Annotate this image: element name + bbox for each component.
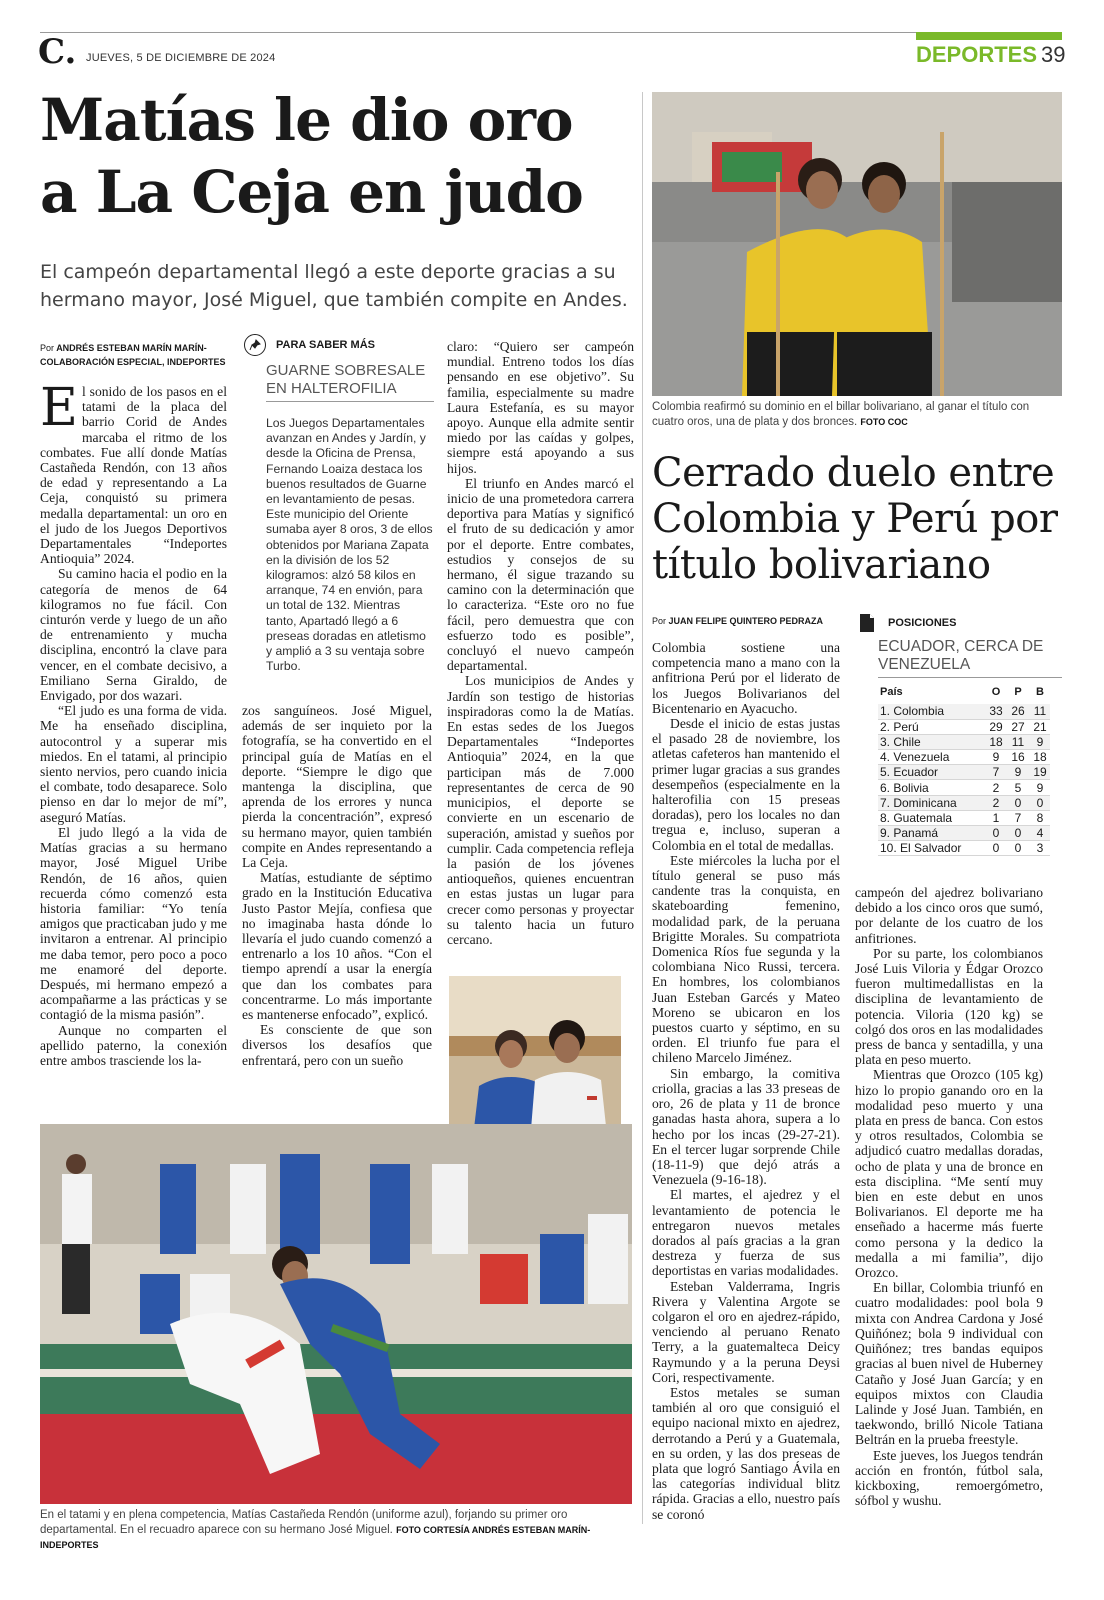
- newspaper-logo: C.: [38, 32, 77, 72]
- bronze-cell: 3: [1028, 841, 1050, 856]
- gold-cell: 0: [984, 826, 1006, 841]
- country-cell: 5. Ecuador: [878, 765, 984, 780]
- col-header-gold: O: [991, 686, 1001, 698]
- silver-cell: 9: [1006, 765, 1028, 780]
- table-row: [878, 810, 1050, 825]
- country-cell: 7. Dominicana: [878, 795, 984, 810]
- article-judo-col2: zos sanguíneos. José Miguel, además de ser inquieto por la fotografía, se ha convertido en el principal guía de Matías en el deporte. “Siempre le digo que mantenga la disciplina, que aprenda de los errores y nunca pierda la concentración”, expresó su hermano mayor, quien también compite en Andes representando a La Ceja. Matías, estudiante de séptimo grado en la Institución Educativa Justo Pastor Mejía, confiesa que no imaginaba hasta dónde lo llevaría el judo cuando comenzó a entrenarlo a los 10 años. “Con el tiempo aprendí a usar la energía que dan los combates para concentrarme. Lo más importante es mantenerse enfocado”, explicó. Es consciente de que son diversos los desafíos que enfrentará, pero con un sueño: [242, 703, 432, 1068]
- silver-cell: 0: [1006, 795, 1028, 810]
- table-row: [878, 704, 1050, 719]
- page-number: 39: [1041, 42, 1066, 67]
- bronze-cell: 21: [1028, 719, 1050, 734]
- table-row: [878, 734, 1050, 749]
- table-row: [878, 841, 1050, 856]
- country-cell: 2. Perú: [878, 719, 984, 734]
- table-row: [878, 765, 1050, 780]
- byline-judo: Por ANDRÉS ESTEBAN MARÍN MARÍN- COLABORACIÓN ESPECIAL, INDEPORTES: [40, 343, 226, 367]
- silver-cell: 26: [1006, 704, 1028, 719]
- deck-judo: El campeón departamental llegó a este deporte gracias a su hermano mayor, José Miguel, que también compite en Andes.: [40, 261, 628, 311]
- bronze-cell: 19: [1028, 765, 1050, 780]
- sidebar-text: Los Juegos Departamentales avanzan en Andes y Jardín, y desde la Oficina de Prensa, Fernando Loaiza destaca los buenos resultados de Guarne en levantamiento de pesas. Este municipio del Oriente sumaba ayer 8 oros, 3 de ellos obtenidos por Mariana Zapata en la división de los 52 kilogramos: alzó 58 kilos en arranque, 74 en envión, para un total de 132. Mientras tanto, Apartadó llegó a 6 preseas doradas en atletismo y amplió a 3 su ventaja sobre Turbo.: [266, 416, 433, 674]
- section-color-bar: [916, 32, 1062, 40]
- caption-judo: En el tatami y en plena competencia, Matías Castañeda Rendón (uniforme azul), forjando su primer oro departamental. En el recuadro aparece con su hermano José Miguel. FOTO CORTESÍA ANDRÉS ESTEBAN MARÍN-INDEPORTES: [40, 1509, 591, 1550]
- bronze-cell: 0: [1028, 795, 1050, 810]
- standings-rule: [878, 677, 1062, 678]
- article-bolivarianos-col1: Colombia sostiene una competencia mano a mano con la anfitriona Perú por el liderato de los Juegos Bolivarianos del Bicentenario en Ayacucho. Desde el inicio de estas justas el pasado 28 de noviembre, los atletas cafeteros han mantenido el primer lugar gracias a sus grandes desempeños (especialmente en la halterofilia con 15 preseas doradas), pero los locales no dan tregua e, incluso, superan a Colombia en el total de medallas. Este miércoles la lucha por el título general se puso más candente tras la conquista, en skateboarding femenino, modalidad park, de la peruana Brigitte Morales. Su compatriota Domenica Ríos fue segunda y la colombiana Nico Russi, tercera. En hombres, los colombianos Juan Esteban Garcés y Mateo Moreno se ubicaron en los puestos cuarto y séptimo, en su orden. El triunfo fue para el chileno Marcelo Jiménez. Sin embargo, la comitiva criolla, gracias a las 33 preseas de oro, 26 de plata y 11 de bronce ganadas hasta ahora, supera a lo hecho por los incas (29-27-21). En el tercer lugar sorprende Chile (18-11-9) que dejó atrás a Venezuela (9-16-18). El martes, el ajedrez y el levantamiento de potencia le entregaron nuevos metales dorados al país gracias a la gran destreza y fuerza de sus deportistas en varias modalidades. Esteban Valderrama, Ingris Rivera y Valentina Argote se colgaron el oro en ajedrez-rápido, venciendo al peruano Renato Terry, a la guatemalteca Deicy Raymundo y a la peruna Deysi Cori, respectivamente. Estos metales se suman también al oro que consiguió el equipo nacional mixto en ajedrez, derrotando a Perú y a Guatemala, en su orden, y las dos preseas de plata que logró Santiago Ávila en las categorías individual blitz rápida. Gracias a ello, nuestro país se coronó: [652, 640, 840, 1522]
- silver-cell: 27: [1006, 719, 1028, 734]
- silver-cell: 0: [1006, 841, 1028, 856]
- dateline: JUEVES, 5 DE DICIEMBRE DE 2024: [86, 52, 276, 64]
- country-cell: 10. El Salvador: [878, 841, 984, 856]
- gold-cell: 0: [984, 841, 1006, 856]
- country-cell: 1. Colombia: [878, 704, 984, 719]
- silver-cell: 16: [1006, 750, 1028, 765]
- col-header-bronze: B: [1036, 686, 1044, 698]
- column-divider: [642, 92, 643, 1524]
- bronze-cell: 18: [1028, 750, 1050, 765]
- table-row: [878, 719, 1050, 734]
- section-label: DEPORTES 39: [916, 42, 1066, 67]
- bronze-cell: 9: [1028, 734, 1050, 749]
- gold-cell: 2: [984, 795, 1006, 810]
- table-row: [878, 795, 1050, 810]
- article-judo-col3: claro: “Quiero ser campeón mundial. Entreno todos los días pensando en ese objetivo”. Su familia, especialmente su madre Laura Estefanía, es su mayor apoyo. Aunque ella admite sentir miedo por las caídas y golpes, siempre está apoyando a sus hijos. El triunfo en Andes marcó el inicio de una prometedora carrera deportiva para Matías y significó el fruto de su dedicación y amor por el deporte. Entre combates, estudios y consejos de su hermano, él sigue trazando su camino con la determinación que lo caracteriza. “Este oro no fue fácil, pero demuestra que con esfuerzo todo es posible”, concluyó el nuevo campeón departamental. Los municipios de Andes y Jardín son testigo de historias inspiradoras como la de Matías. En estas sedes de los Juegos Departamentales “Indeportes Antioquia” 2024, en la que participan más de 7.000 representantes de cerca de 90 municipios, el deporte se convierte en un escenario de superación, amistad y sueños por cumplir. Cada competencia refleja la pasión de los jóvenes antioqueños, quienes encuentran en estas justas un lugar para crecer como personas y proyectar su talento hacia un futuro cercano.: [447, 339, 634, 947]
- country-cell: 9. Panamá: [878, 826, 984, 841]
- sidebar-label: PARA SABER MÁS: [276, 339, 376, 351]
- table-row: [878, 826, 1050, 841]
- country-cell: 6. Bolivia: [878, 780, 984, 795]
- medal-table-body: [878, 704, 1050, 856]
- photo-billiards: [652, 92, 1062, 396]
- bronze-cell: 4: [1028, 826, 1050, 841]
- col-header-country: País: [880, 686, 903, 698]
- headline-bolivarianos: Cerrado duelo entre Colombia y Perú por título bolivariano: [652, 450, 1058, 588]
- gold-cell: 9: [984, 750, 1006, 765]
- document-icon: [856, 612, 878, 634]
- byline-bolivarianos: Por JUAN FELIPE QUINTERO PEDRAZA: [652, 616, 824, 626]
- photo-judo-match: [40, 1124, 632, 1504]
- silver-cell: 5: [1006, 780, 1028, 795]
- bronze-cell: 9: [1028, 780, 1050, 795]
- silver-cell: 7: [1006, 810, 1028, 825]
- table-row: [878, 750, 1050, 765]
- country-cell: 3. Chile: [878, 734, 984, 749]
- article-bolivarianos-col2: campeón del ajedrez bolivariano debido a los cinco oros que sumó, por delante de los cuatro de los anfitriones. Por su parte, los colombianos José Luis Viloria y Édgar Orozco fueron multimedallistas en la disciplina de levantamiento de potencia. Viloria (120 kg) se colgó dos oros en las modalidades press de banca y sentadilla, y una plata en peso muerto. Mientras que Orozco (105 kg) hizo lo propio ganando oro en la modalidad peso muerto y una plata en press de banca. Con estos y otros resultados, Colombia se adjudicó cuatro medallas doradas, ocho de plata y una de bronce en esta disciplina. “Me sentí muy bien en este debut en unos Bolivarianos. El deporte me ha enseñado a hacerme más fuerte como persona y la dedico la medalla a mi familia”, dijo Orozco. En billar, Colombia triunfó en cuatro modalidades: pool bola 9 mixta con Andrea Cardona y José Quiñónez; bola 9 individual con Quiñónez; tres bandas equipos gracias al buen nivel de Huberney Cataño y José Juan García; y en equipos mixtos con Claudia Lalinde y José Juan. También, en taekwondo, brilló Nicole Tatiana Beltrán en la prueba freestyle. Este jueves, los Juegos tendrán acción en frontón, fútbol sala, kickboxing, remoergómetro, sófbol y wushu.: [855, 885, 1043, 1509]
- standings-label: POSICIONES: [888, 617, 957, 629]
- dropcap: E: [40, 378, 78, 438]
- gold-cell: 7: [984, 765, 1006, 780]
- sidebar-rule: [266, 401, 434, 402]
- country-cell: 8. Guatemala: [878, 810, 984, 825]
- article-judo-col1: El sonido de los pasos en el tatami de la placa del barrio Corid de Andes marcaba el ritmo de los combates. Fue allí donde Matías Castañeda Rendón, con 13 años de edad y representando a La Ceja, conquistó su primera medalla departamental: un oro en el judo de los Juegos Deportivos Departamentales “Indeportes Antioquia” 2024. Su camino hacia el podio en la categoría de menos de 64 kilogramos no fue fácil. Con cinturón verde y luego de un año de entrenamiento y mucha disciplina, encontró la clave para vencer, en el combate decisivo, a Emiliano Serna Giraldo, de Envigado, por dos wazari. “El judo es una forma de vida. Me ha enseñado disciplina, autocontrol y a superar mis miedos. En el tatami, al principio siento nervios, pero cuando inicia el combate, todo desaparece. Solo pienso en dar lo mejor de mí”, aseguró Matías. El judo llegó a la vida de Matías gracias a su hermano mayor, José Miguel Uribe Rendón, de 16 años, quien recuerda cómo comenzó esta historia familiar: “Yo tenía amigos que practicaban judo y me invitaron a entrenar. Al principio me daba temor, pero poco a poco me enamoré del deporte. Después, mi hermano empezó a acompañarme a las prácticas y se contagió de la misma pasión”. Aunque no comparten el apellido paterno, la conexión entre ambos trasciende los la-: [40, 378, 227, 1068]
- silver-cell: 11: [1006, 734, 1028, 749]
- gold-cell: 29: [984, 719, 1006, 734]
- bronze-cell: 11: [1028, 704, 1050, 719]
- silver-cell: 0: [1006, 826, 1028, 841]
- gold-cell: 33: [984, 704, 1006, 719]
- col-header-silver: P: [1014, 686, 1022, 698]
- gold-cell: 18: [984, 734, 1006, 749]
- standings-box: [856, 612, 1062, 856]
- top-rule: [40, 32, 1062, 33]
- standings-title: ECUADOR, CERCA DE VENEZUELA: [878, 638, 1044, 673]
- gold-cell: 1: [984, 810, 1006, 825]
- bronze-cell: 8: [1028, 810, 1050, 825]
- pin-icon: [244, 334, 266, 356]
- medal-table: [878, 684, 1050, 856]
- headline-judo: Matías le dio oro a La Ceja en judo: [40, 86, 583, 226]
- table-row: [878, 780, 1050, 795]
- sidebar-title: GUARNE SOBRESALE EN HALTEROFILIA: [266, 362, 426, 397]
- country-cell: 4. Venezuela: [878, 750, 984, 765]
- gold-cell: 2: [984, 780, 1006, 795]
- caption-billiards: Colombia reafirmó su dominio en el billar bolivariano, al ganar el título con cuatro oros, una de plata y dos bronces. FOTO COC: [652, 401, 1030, 428]
- sidebar-para-saber-mas: [244, 334, 434, 674]
